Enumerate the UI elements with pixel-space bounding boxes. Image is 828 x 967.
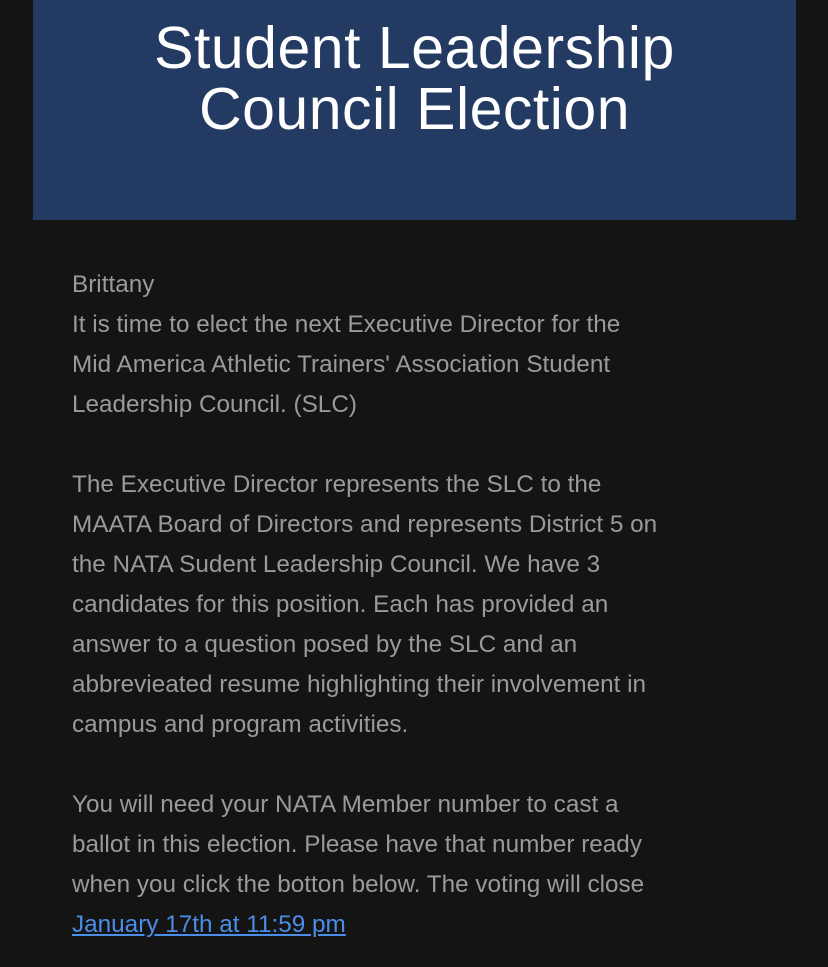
title-line-2: Council Election — [198, 76, 631, 142]
para2-line-4: candidates for this position. Each has provided an — [72, 591, 609, 618]
header-banner — [33, 0, 796, 220]
para2-line-7: campus and program activities. — [72, 711, 409, 738]
para3-line-3: when you click the botton below. The voting will close — [72, 871, 645, 898]
para2-line-2: MAATA Board of Directors and represents District 5 on — [72, 511, 658, 538]
intro-line-1: It is time to elect the next Executive Director for the — [72, 311, 621, 338]
para3-line-1: You will need your NATA Member number to cast a — [72, 791, 619, 818]
title-line-1: Student Leadership — [154, 15, 675, 81]
deadline-link[interactable]: January 17th at 11:59 pm — [72, 911, 346, 938]
greeting: Brittany — [72, 271, 155, 298]
deadline-line — [72, 905, 772, 945]
para3-line-2: ballot in this election. Please have that number ready — [72, 831, 642, 858]
paragraph-gap — [72, 745, 772, 785]
intro-line-3: Leadership Council. (SLC) — [72, 391, 357, 418]
para2-line-6: abbrevieated resume highlighting their involvement in — [72, 671, 647, 698]
paragraph-gap — [72, 425, 772, 465]
para2-line-5: answer to a question posed by the SLC and an — [72, 631, 578, 658]
para2-line-1: The Executive Director represents the SLC to the — [72, 471, 602, 498]
intro-line-2: Mid America Athletic Trainers' Association Student — [72, 351, 611, 378]
para2-line-3: the NATA Sudent Leadership Council. We have 3 — [72, 551, 601, 578]
page-title — [33, 15, 796, 142]
email-body — [72, 265, 772, 945]
